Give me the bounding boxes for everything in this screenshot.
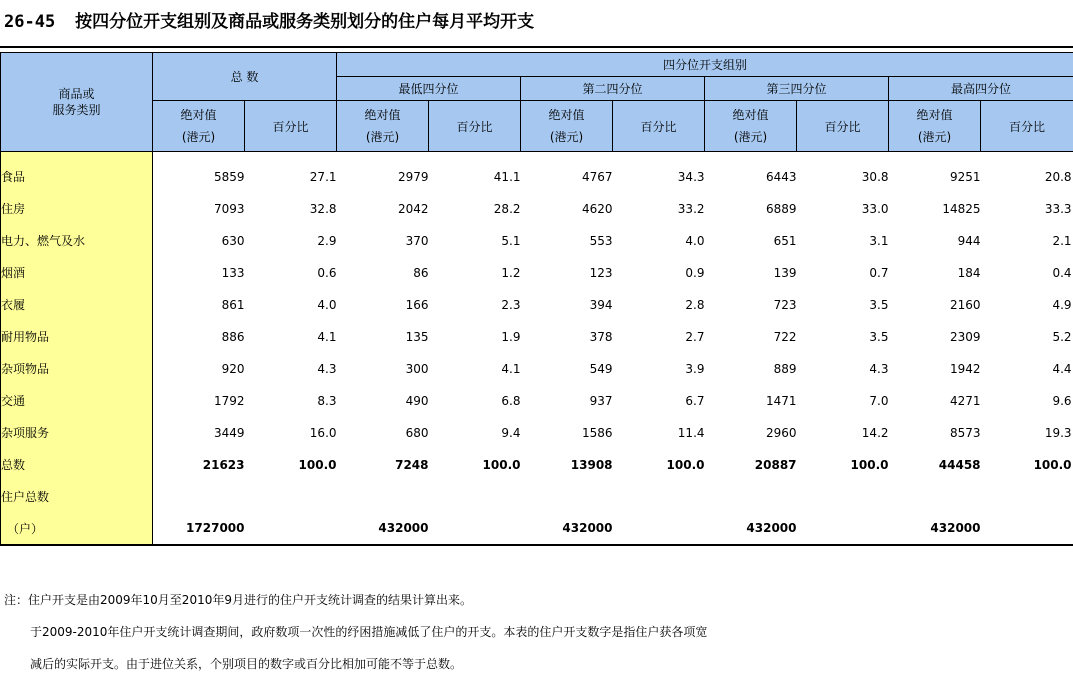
table-cell: 3.5: [869, 297, 889, 312]
table-cell: 1471: [765, 393, 797, 408]
abs-value-header: [889, 101, 981, 152]
table-title: 按四分位开支组别及商品或服务类别划分的住户每月平均开支: [75, 12, 535, 32]
table-cell: 4.1: [501, 361, 521, 376]
households-value: 432000: [705, 513, 797, 545]
table-cell: 0.6: [317, 265, 337, 280]
table-cell: 4271: [949, 393, 981, 408]
table-cell: 4620: [581, 201, 613, 216]
table-cell: 889: [773, 361, 797, 376]
table-cell: 549: [589, 361, 613, 376]
table-row: [1, 257, 1073, 289]
percent-header: 百分比: [613, 101, 705, 152]
abs-value-label: 绝对值: [364, 108, 401, 122]
percent-header: 百分比: [429, 101, 521, 152]
abs-value-header: [521, 101, 613, 152]
table-cell: 7248: [395, 457, 429, 472]
table-cell: 6889: [765, 201, 797, 216]
table-cell: 723: [773, 297, 797, 312]
row-label: 住房: [1, 193, 153, 225]
row-label: 耐用物品: [1, 321, 153, 353]
table-cell: 41.1: [493, 169, 521, 184]
table-cell: 680: [405, 425, 429, 440]
table-cell: 6.8: [501, 393, 521, 408]
table-cell: 2960: [765, 425, 797, 440]
empty-cell: [797, 481, 889, 513]
note-line-1: 注：住户开支是由2009年10月至2010年9月进行的住户开支统计调查的结果计算出来。: [4, 593, 472, 607]
table-cell: 1586: [581, 425, 613, 440]
empty-cell: [889, 481, 981, 513]
table-cell: 14.2: [861, 425, 889, 440]
stub-header-line1: 商品或: [58, 87, 95, 101]
expenditure-table: [0, 52, 1073, 546]
table-cell: 2160: [949, 297, 981, 312]
households-label: 住户总数: [1, 481, 153, 513]
table-cell: 7093: [213, 201, 245, 216]
row-label: 烟酒: [1, 257, 153, 289]
empty-cell: [429, 481, 521, 513]
table-cell: 6.7: [685, 393, 705, 408]
abs-value-header: [705, 101, 797, 152]
empty-cell: [153, 481, 245, 513]
abs-value-label: 绝对值: [732, 108, 769, 122]
abs-value-unit: (港元): [181, 130, 216, 144]
table-cell: 133: [221, 265, 245, 280]
table-cell: 944: [957, 233, 981, 248]
table-cell: 16.0: [309, 425, 337, 440]
stub-header-line2: 服务类别: [52, 103, 101, 117]
table-cell: 13908: [570, 457, 613, 472]
table-cell: 4.3: [317, 361, 337, 376]
table-cell: 100.0: [1033, 457, 1072, 472]
quartile-group-header: 四分位开支组别: [337, 53, 1073, 77]
table-cell: 100.0: [298, 457, 337, 472]
note-line-3: 减后的实际开支。由于进位关系，个别项目的数字或百分比相加可能不等于总数。: [30, 657, 463, 671]
table-cell: 490: [405, 393, 429, 408]
table-cell: 300: [405, 361, 429, 376]
table-cell: 20887: [754, 457, 797, 472]
abs-value-unit: (港元): [549, 130, 584, 144]
abs-value-header: [153, 101, 245, 152]
top-rule: [0, 46, 1073, 48]
table-row: [1, 321, 1073, 353]
abs-value-unit: (港元): [917, 130, 952, 144]
table-cell: 4767: [581, 169, 613, 184]
quartile-header-lowest: 最低四分位: [337, 77, 521, 101]
table-cell: 21623: [202, 457, 245, 472]
percent-header: 百分比: [797, 101, 889, 152]
quartile-header-highest: 最高四分位: [889, 77, 1073, 101]
table-cell: 722: [773, 329, 797, 344]
table-cell: 937: [589, 393, 613, 408]
table-cell: 2979: [397, 169, 429, 184]
note-line-2: 于2009-2010年住户开支统计调查期间，政府数项一次性的纾困措施减低了住户的开支。本表的住户开支数字是指住户获各项宽: [30, 625, 708, 639]
empty-cell: [981, 481, 1073, 513]
empty-cell: [429, 513, 521, 545]
table-cell: 1.9: [501, 329, 521, 344]
table-cell: 3.9: [685, 361, 705, 376]
quartile-header-third: 第三四分位: [705, 77, 889, 101]
table-cell: 2.7: [685, 329, 705, 344]
table-cell: 100.0: [482, 457, 521, 472]
table-cell: 4.0: [685, 233, 705, 248]
table-cell: 44458: [938, 457, 981, 472]
table-cell: 651: [773, 233, 797, 248]
table-cell: 4.3: [869, 361, 889, 376]
empty-cell: [981, 513, 1073, 545]
abs-value-label: 绝对值: [180, 108, 217, 122]
table-cell: 86: [413, 265, 429, 280]
table-row: [1, 385, 1073, 417]
table-cell: 3449: [213, 425, 245, 440]
empty-cell: [245, 513, 337, 545]
table-cell: 123: [589, 265, 613, 280]
table-number: 26-45: [4, 12, 56, 32]
percent-header: 百分比: [981, 101, 1073, 152]
table-row: [1, 353, 1073, 385]
empty-cell: [705, 481, 797, 513]
table-cell: 6443: [765, 169, 797, 184]
table-cell: 2.1: [1052, 233, 1072, 248]
abs-value-unit: (港元): [733, 130, 768, 144]
table-cell: 2.9: [317, 233, 337, 248]
table-cell: 33.2: [677, 201, 705, 216]
table-cell: 139: [773, 265, 797, 280]
table-cell: 5.2: [1052, 329, 1072, 344]
row-label: 总数: [1, 449, 153, 481]
table-cell: 2309: [949, 329, 981, 344]
row-label: 交通: [1, 385, 153, 417]
table-cell: 1.2: [501, 265, 521, 280]
households-unit: （户）: [1, 513, 153, 545]
table-row: [1, 417, 1073, 449]
table-cell: 4.4: [1052, 361, 1072, 376]
table-cell: 861: [221, 297, 245, 312]
empty-cell: [613, 513, 705, 545]
table-cell: 14825: [942, 201, 981, 216]
table-cell: 920: [221, 361, 245, 376]
households-value: 1727000: [153, 513, 245, 545]
quartile-header-second: 第二四分位: [521, 77, 705, 101]
empty-cell: [245, 481, 337, 513]
row-label: 杂项服务: [1, 417, 153, 449]
table-cell: 9.4: [501, 425, 521, 440]
table-cell: 20.8: [1044, 169, 1072, 184]
table-cell: 2.3: [501, 297, 521, 312]
table-cell: 184: [957, 265, 981, 280]
empty-cell: [521, 481, 613, 513]
table-cell: 100.0: [666, 457, 705, 472]
table-cell: 166: [405, 297, 429, 312]
table-cell: 135: [405, 329, 429, 344]
table-cell: 1942: [949, 361, 981, 376]
page-title: [4, 7, 534, 32]
table-cell: 4.0: [317, 297, 337, 312]
table-cell: 7.0: [869, 393, 889, 408]
row-label: 衣履: [1, 289, 153, 321]
table-cell: 27.1: [309, 169, 337, 184]
table-row: [1, 152, 1073, 193]
table-row: [1, 289, 1073, 321]
table-row: [1, 225, 1073, 257]
table-cell: 630: [221, 233, 245, 248]
table-cell: 100.0: [850, 457, 889, 472]
table-cell: 553: [589, 233, 613, 248]
row-label: 电力、燃气及水: [1, 225, 153, 257]
table-cell: 2042: [397, 201, 429, 216]
table-row: [1, 193, 1073, 225]
percent-header: 百分比: [245, 101, 337, 152]
table-cell: 8573: [949, 425, 981, 440]
table-cell: 32.8: [309, 201, 337, 216]
table-cell: 11.4: [677, 425, 705, 440]
households-label-row: [1, 481, 1073, 513]
table-cell: 28.2: [493, 201, 521, 216]
abs-value-header: [337, 101, 429, 152]
table-cell: 0.9: [685, 265, 705, 280]
table-cell: 30.8: [861, 169, 889, 184]
row-label: 食品: [1, 152, 153, 193]
abs-value-label: 绝对值: [916, 108, 953, 122]
table-cell: 8.3: [317, 393, 337, 408]
table-cell: 9251: [949, 169, 981, 184]
table-cell: 5859: [213, 169, 245, 184]
abs-value-unit: (港元): [365, 130, 400, 144]
households-value: 432000: [337, 513, 429, 545]
abs-value-label: 绝对值: [548, 108, 585, 122]
table-cell: 4.9: [1052, 297, 1072, 312]
total-header: 总 数: [153, 53, 337, 101]
table-cell: 5.1: [501, 233, 521, 248]
households-value-row: [1, 513, 1073, 545]
table-cell: 4.1: [317, 329, 337, 344]
stub-header: [1, 53, 153, 152]
table-cell: 3.5: [869, 329, 889, 344]
table-cell: 19.3: [1044, 425, 1072, 440]
table-cell: 33.0: [861, 201, 889, 216]
empty-cell: [337, 481, 429, 513]
table-row: [1, 449, 1073, 481]
table-cell: 370: [405, 233, 429, 248]
empty-cell: [797, 513, 889, 545]
households-value: 432000: [889, 513, 981, 545]
table-cell: 0.7: [869, 265, 889, 280]
table-cell: 886: [221, 329, 245, 344]
row-label: 杂项物品: [1, 353, 153, 385]
empty-cell: [613, 481, 705, 513]
table-cell: 394: [589, 297, 613, 312]
table-cell: 33.3: [1044, 201, 1072, 216]
table-cell: 9.6: [1052, 393, 1072, 408]
table-cell: 378: [589, 329, 613, 344]
table-cell: 0.4: [1052, 265, 1072, 280]
table-cell: 3.1: [869, 233, 889, 248]
table-cell: 2.8: [685, 297, 705, 312]
table-cell: 1792: [213, 393, 245, 408]
table-cell: 34.3: [677, 169, 705, 184]
households-value: 432000: [521, 513, 613, 545]
